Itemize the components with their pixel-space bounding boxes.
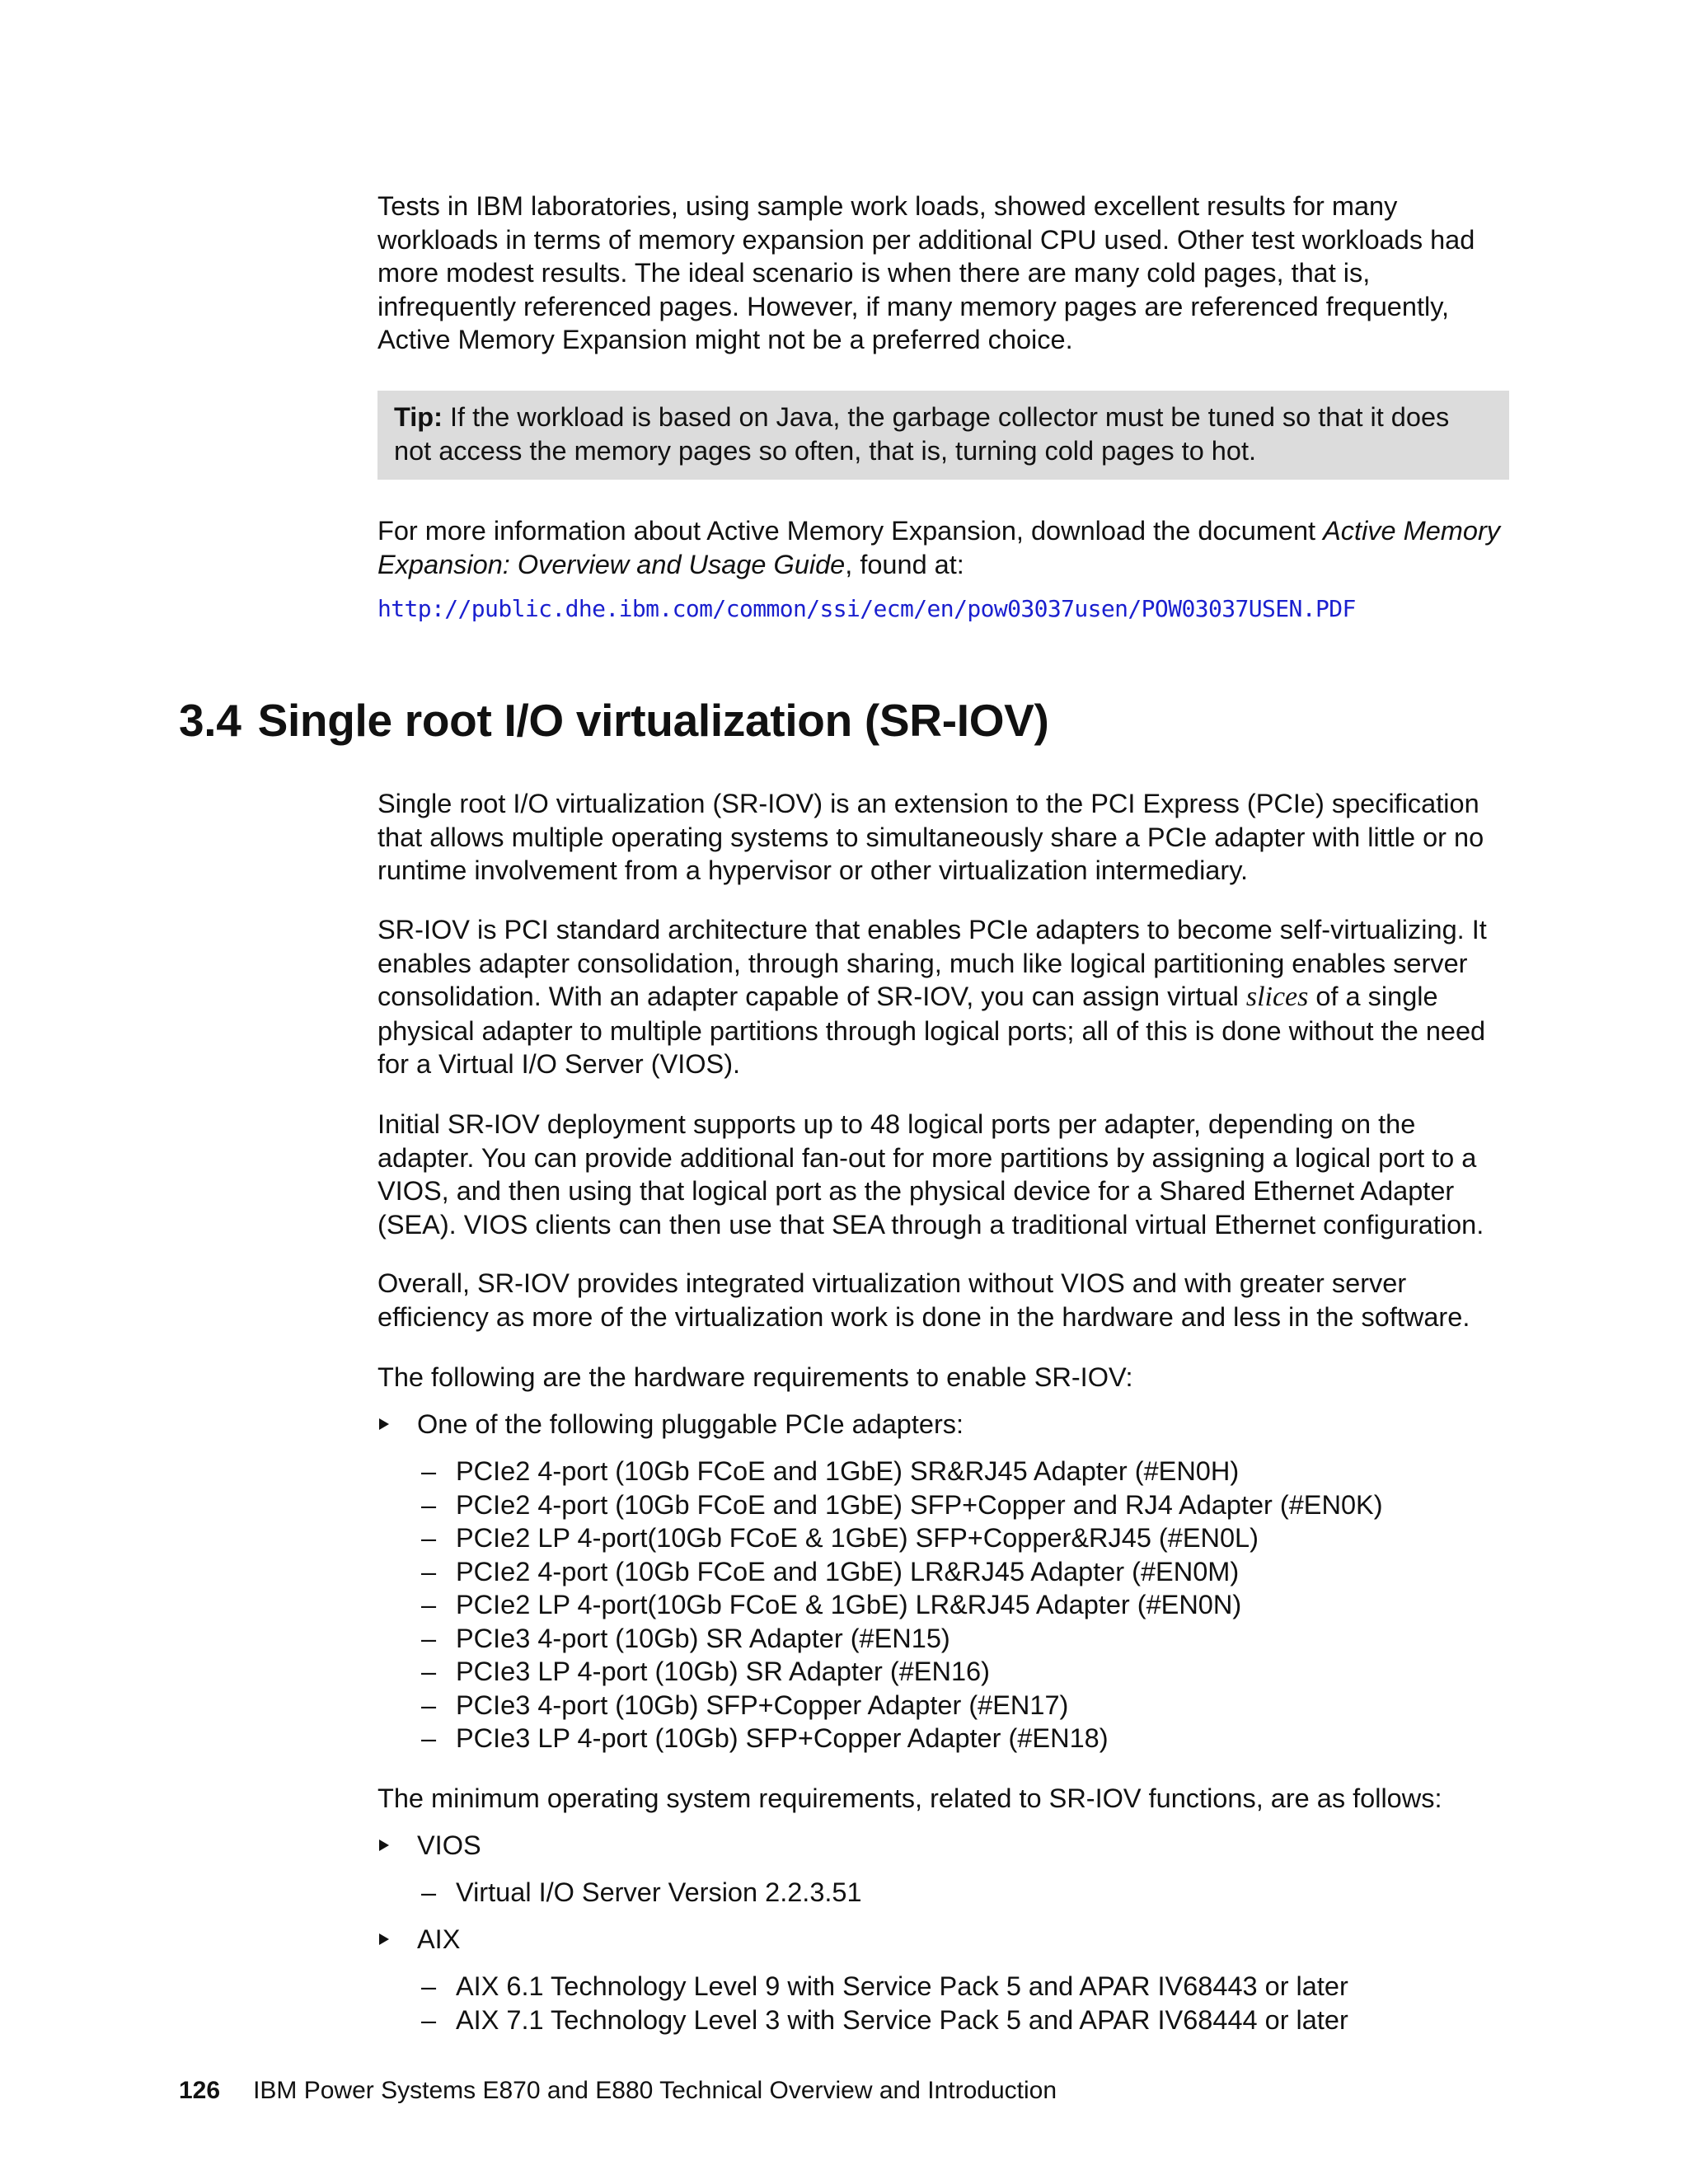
sriov-text-2-lead: SR-IOV is PCI standard architecture that enables PCIe adapters to become self-virtualizing. It enables adapter consolidation, through sharing, much like logical partitioning enables server consolidation. With an adapter capable of SR-IOV, you can assign virtual — [377, 915, 1487, 1011]
more-info-paragraph — [377, 514, 1511, 581]
pdf-link[interactable]: http://public.dhe.ibm.com/common/ssi/ecm/en/pow03037usen/POW03037USEN.PDF — [377, 595, 1356, 622]
tip-label: Tip: — [394, 402, 443, 432]
dash-icon: – — [421, 1690, 437, 1720]
dash-icon: – — [421, 2004, 437, 2035]
intro-paragraph — [377, 190, 1511, 357]
adapter-name: PCIe2 4-port (10Gb FCoE and 1GbE) SR&RJ45 Adapter (#EN0H) — [456, 1456, 1240, 1486]
aix-list — [421, 1970, 1527, 2036]
vios-label: VIOS — [417, 1830, 481, 1860]
adapter-name: PCIe2 4-port (10Gb FCoE and 1GbE) SFP+Copper and RJ4 Adapter (#EN0K) — [456, 1489, 1383, 1520]
more-info-tail: , found at: — [845, 549, 964, 579]
aix-version: AIX 6.1 Technology Level 9 with Service Pack 5 and APAR IV68443 or later — [456, 1971, 1348, 2001]
dash-icon: – — [421, 1623, 437, 1653]
list-item — [421, 1521, 1527, 1555]
hw-bullet-text: One of the following pluggable PCIe adapters: — [417, 1409, 964, 1439]
aix-label: AIX — [417, 1924, 461, 1954]
dash-icon: – — [421, 1877, 437, 1907]
list-item — [377, 1829, 1515, 1863]
os-requirements-text: The minimum operating system requirements, related to SR-IOV functions, are as follows: — [377, 1783, 1442, 1813]
list-item — [421, 1689, 1527, 1722]
list-item — [421, 1488, 1527, 1522]
book-title: IBM Power Systems E870 and E880 Technical Overview and Introduction — [253, 2077, 1057, 2104]
tip-text — [394, 401, 1493, 467]
list-item — [421, 1455, 1527, 1488]
dash-icon: – — [421, 1556, 437, 1586]
hw-requirements-intro — [377, 1361, 1511, 1394]
tip-box — [377, 391, 1509, 480]
intro-text: Tests in IBM laboratories, using sample work loads, showed excellent results for many workloads in terms of memory expansion per additional CPU used. Other test workloads had more modest results. The ideal scenario is when there are many cold pages, that is, infrequently referenced pages. However, if many memory pages are referenced frequently, Active Memory Expansion might not be a preferred choice. — [377, 191, 1475, 354]
sriov-paragraph-3 — [377, 1108, 1511, 1241]
sriov-text-2-tail: of a single physical adapter to multiple partitions through logical ports; all of this is done without the need for a Virtual I/O Server (VIOS). — [377, 982, 1486, 1079]
list-item — [421, 1876, 1527, 1910]
dash-icon: – — [421, 1489, 437, 1520]
more-info-text — [377, 514, 1511, 581]
list-item — [421, 1970, 1527, 2004]
dash-icon: – — [421, 1723, 437, 1753]
aix-version: AIX 7.1 Technology Level 3 with Service Pack 5 and APAR IV68444 or later — [456, 2004, 1348, 2035]
sriov-paragraph-4 — [377, 1267, 1511, 1333]
list-item — [377, 1408, 1515, 1441]
list-item — [421, 2004, 1527, 2037]
sriov-paragraph-1 — [377, 787, 1511, 888]
dash-icon: – — [421, 1456, 437, 1486]
more-info-lead: For more information about Active Memory Expansion, download the document — [377, 516, 1324, 546]
sriov-text-4: Overall, SR-IOV provides integrated virtualization without VIOS and with greater server efficiency as more of the virtualization work is done in the hardware and less in the software. — [377, 1268, 1470, 1332]
sriov-text-3: Initial SR-IOV deployment supports up to 48 logical ports per adapter, depending on the adapter. You can provide additional fan-out for more partitions by assigning a logical port to a VIOS, and then using that logical port as the physical device for a Shared Ethernet Adapter (SEA). VIOS clients can then use that SEA through a traditional virtual Ethernet configuration. — [377, 1109, 1484, 1240]
sriov-paragraph-2 — [377, 913, 1511, 1081]
list-item — [421, 1722, 1527, 1755]
section-number: 3.4 — [179, 695, 241, 746]
adapter-name: PCIe2 4-port (10Gb FCoE and 1GbE) LR&RJ45 Adapter (#EN0M) — [456, 1556, 1240, 1586]
adapter-name: PCIe2 LP 4-port(10Gb FCoE & 1GbE) LR&RJ45 Adapter (#EN0N) — [456, 1590, 1242, 1619]
list-item — [421, 1655, 1527, 1689]
aix-bullet — [377, 1923, 1515, 1957]
list-item — [421, 1555, 1527, 1589]
adapter-name: PCIe3 4-port (10Gb) SFP+Copper Adapter (#EN17) — [456, 1690, 1069, 1720]
vios-list — [421, 1876, 1527, 1910]
bullet-triangle-icon — [379, 1418, 389, 1430]
adapter-name: PCIe3 4-port (10Gb) SR Adapter (#EN15) — [456, 1623, 950, 1653]
vios-bullet — [377, 1829, 1515, 1863]
list-item — [377, 1923, 1515, 1957]
dash-icon: – — [421, 1971, 437, 2001]
adapter-name: PCIe3 LP 4-port (10Gb) SFP+Copper Adapter (#EN18) — [456, 1723, 1109, 1753]
page-footer — [179, 2077, 1057, 2105]
adapter-name: PCIe3 LP 4-port (10Gb) SR Adapter (#EN16) — [456, 1657, 990, 1686]
list-item — [421, 1588, 1527, 1622]
sriov-text-1: Single root I/O virtualization (SR-IOV) is an extension to the PCI Express (PCIe) specification that allows multiple operating systems to simultaneously share a PCIe adapter with little or no runtime involvement from a hypervisor or other virtualization intermediary. — [377, 789, 1484, 885]
slices-emphasis: slices — [1245, 982, 1309, 1012]
guide-title: Active Memory Expansion: Overview and Usage Guide — [377, 516, 1501, 579]
bullet-triangle-icon — [379, 1840, 389, 1851]
page-number: 126 — [179, 2077, 221, 2104]
bullet-triangle-icon — [379, 1933, 389, 1945]
os-requirements-intro — [377, 1782, 1511, 1816]
section-title: Single root I/O virtualization (SR-IOV) — [257, 695, 1049, 746]
sriov-text-2 — [377, 913, 1511, 1081]
section-heading — [179, 694, 1049, 747]
dash-icon: – — [421, 1523, 437, 1553]
tip-body: If the workload is based on Java, the garbage collector must be tuned so that it does not access the memory pages so often, that is, turning cold pages to hot. — [394, 402, 1450, 466]
hw-requirements-text: The following are the hardware requirements to enable SR-IOV: — [377, 1362, 1133, 1392]
adapter-list — [421, 1455, 1527, 1755]
list-item — [421, 1622, 1527, 1656]
hw-bullet — [377, 1408, 1515, 1441]
adapter-name: PCIe2 LP 4-port(10Gb FCoE & 1GbE) SFP+Copper&RJ45 (#EN0L) — [456, 1523, 1259, 1553]
vios-version: Virtual I/O Server Version 2.2.3.51 — [456, 1877, 862, 1907]
dash-icon: – — [421, 1590, 437, 1619]
dash-icon: – — [421, 1657, 437, 1686]
